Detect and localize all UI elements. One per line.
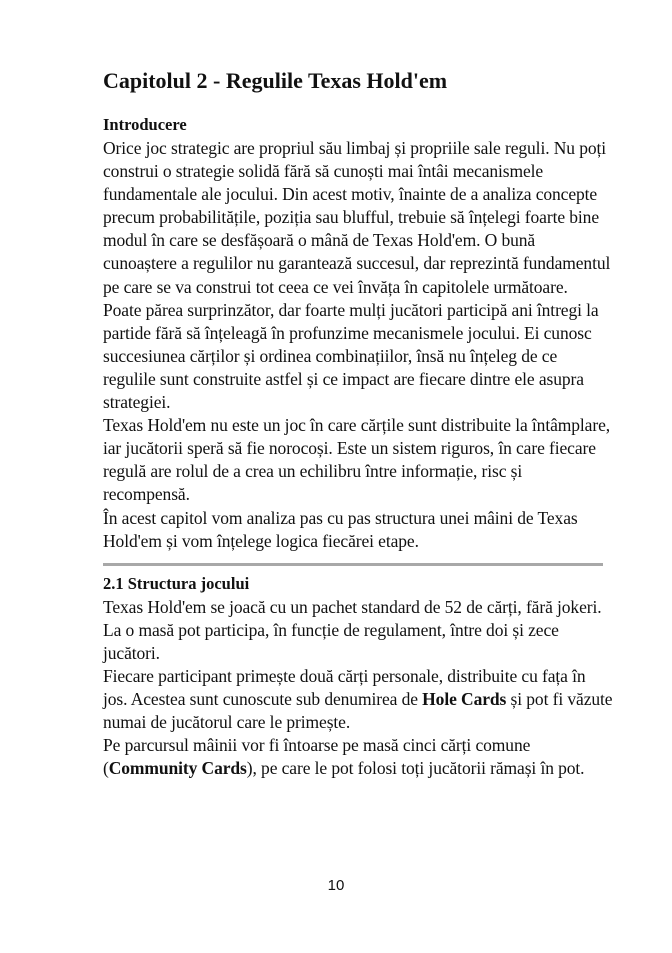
intro-paragraph-4: În acest capitol vom analiza pas cu pas structura unei mâini de Texas Hold'em și vom înțelege logica fiecărei etape. bbox=[103, 507, 578, 551]
intro-paragraph-1: Orice joc strategic are propriul său limbaj și propriile sale reguli. Nu poți construi o strategie solidă fără să cunoști mai întâi mecanismele fundamentale ale jocului. Din acest motiv, înainte de a analiza concepte precum probabilitățile, poziția sau blufful, trebuie să înțelegi foarte bine modul în care se desfășoară o mână de Texas Hold'em. O bună cunoaștere a regulilor nu garantează succesul, dar reprezintă fundamentul pe care se va construi tot ceea ce vei învăța în capitolele următoare. bbox=[103, 138, 611, 297]
hole-cards-term: Hole Cards bbox=[422, 689, 507, 710]
community-cards-term: Community Cards bbox=[108, 758, 247, 779]
document-page bbox=[103, 66, 613, 780]
intro-paragraph-3: Texas Hold'em nu este un joc în care cărțile sunt distribuite la întâmplare, iar jucătorii speră să fie norocoși. Este un sistem riguros, în care fiecare regulă are rolul de a crea un echilibru între informație, risc și recompensă. bbox=[103, 415, 611, 505]
section-2-1-heading: 2.1 Structura jocului bbox=[103, 573, 250, 593]
section-2-1-paragraph-2: La o masă pot participa, în funcție de regulament, între doi și zece jucători. bbox=[103, 619, 559, 663]
community-cards-lead-text: Pe parcursul mâinii vor fi întoarse pe masă cinci cărți comune ( bbox=[103, 735, 531, 779]
section-2-1-paragraph-1: Texas Hold'em se joacă cu un pachet standard de 52 de cărți, fără jokeri. bbox=[103, 596, 602, 617]
page-number: 10 bbox=[327, 877, 345, 894]
community-cards-trail-text: ), pe care le pot folosi toți jucătorii rămași în pot. bbox=[246, 758, 585, 779]
section-divider bbox=[103, 563, 603, 566]
section-2-1-paragraph-4 bbox=[103, 734, 613, 780]
intro-paragraph-2: Poate părea surprinzător, dar foarte mulți jucători participă ani întregi la partide fără să înțeleagă în profunzime mecanismele jocului. Ei cunosc succesiunea cărților și ordinea combinațiilor, însă nu înțeleg de ce regulile sunt construite astfel și ce impact are fiecare dintre ele asupra strategiei. bbox=[103, 299, 599, 413]
chapter-title: Capitolul 2 - Regulile Texas Hold'em bbox=[103, 68, 448, 93]
section-2-1-paragraph-3 bbox=[103, 665, 613, 734]
intro-heading: Introducere bbox=[103, 115, 187, 134]
hole-cards-trail-text: și pot fi văzute numai de jucătorul care le primește. bbox=[103, 689, 613, 733]
hole-cards-lead-text: Fiecare participant primește două cărți personale, distribuite cu fața în jos. Acestea sunt cunoscute sub denumirea de bbox=[103, 665, 586, 710]
